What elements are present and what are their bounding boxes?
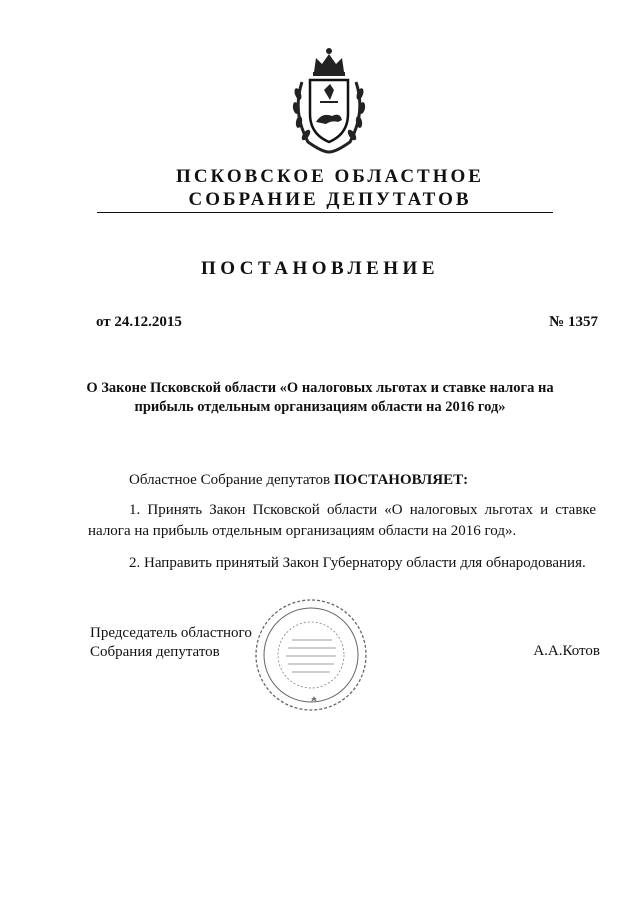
preamble bbox=[129, 472, 468, 489]
document-number: № 1357 bbox=[549, 314, 598, 330]
decision-item-1: 1. Принять Закон Псковской области «О налоговых льготах и ставке налога на прибыль отдельным организациям области на 2016 год». bbox=[88, 502, 596, 539]
document-subject: О Законе Псковской области «О налоговых льготах и ставке налога на прибыль отдельным организациям области на 2016 год» bbox=[86, 380, 554, 415]
document-date: от 24.12.2015 bbox=[96, 314, 182, 330]
preamble-decree: ПОСТАНОВЛЯЕТ: bbox=[333, 472, 469, 488]
preamble-text: Областное Собрание депутатов bbox=[129, 472, 331, 488]
signatory-name: А.А.Котов bbox=[533, 643, 600, 659]
document-type: ПОСТАНОВЛЕНИЕ bbox=[200, 258, 440, 279]
organization-title-line2: СОБРАНИЕ ДЕПУТАТОВ bbox=[188, 189, 472, 210]
header-divider bbox=[97, 212, 553, 213]
signatory-position-line1: Председатель областного bbox=[90, 625, 252, 641]
signatory-position-line2: Собрания депутатов bbox=[90, 644, 220, 660]
organization-title: ПСКОВСКОЕ ОБЛАСТНОЕ bbox=[176, 166, 484, 187]
decision-item-2: 2. Направить принятый Закон Губернатору области для обнародования. bbox=[129, 555, 586, 571]
signatory-position bbox=[90, 624, 252, 662]
pskov-region-coat-of-arms-icon bbox=[286, 42, 372, 160]
round-seal-stamp-icon bbox=[252, 596, 370, 714]
